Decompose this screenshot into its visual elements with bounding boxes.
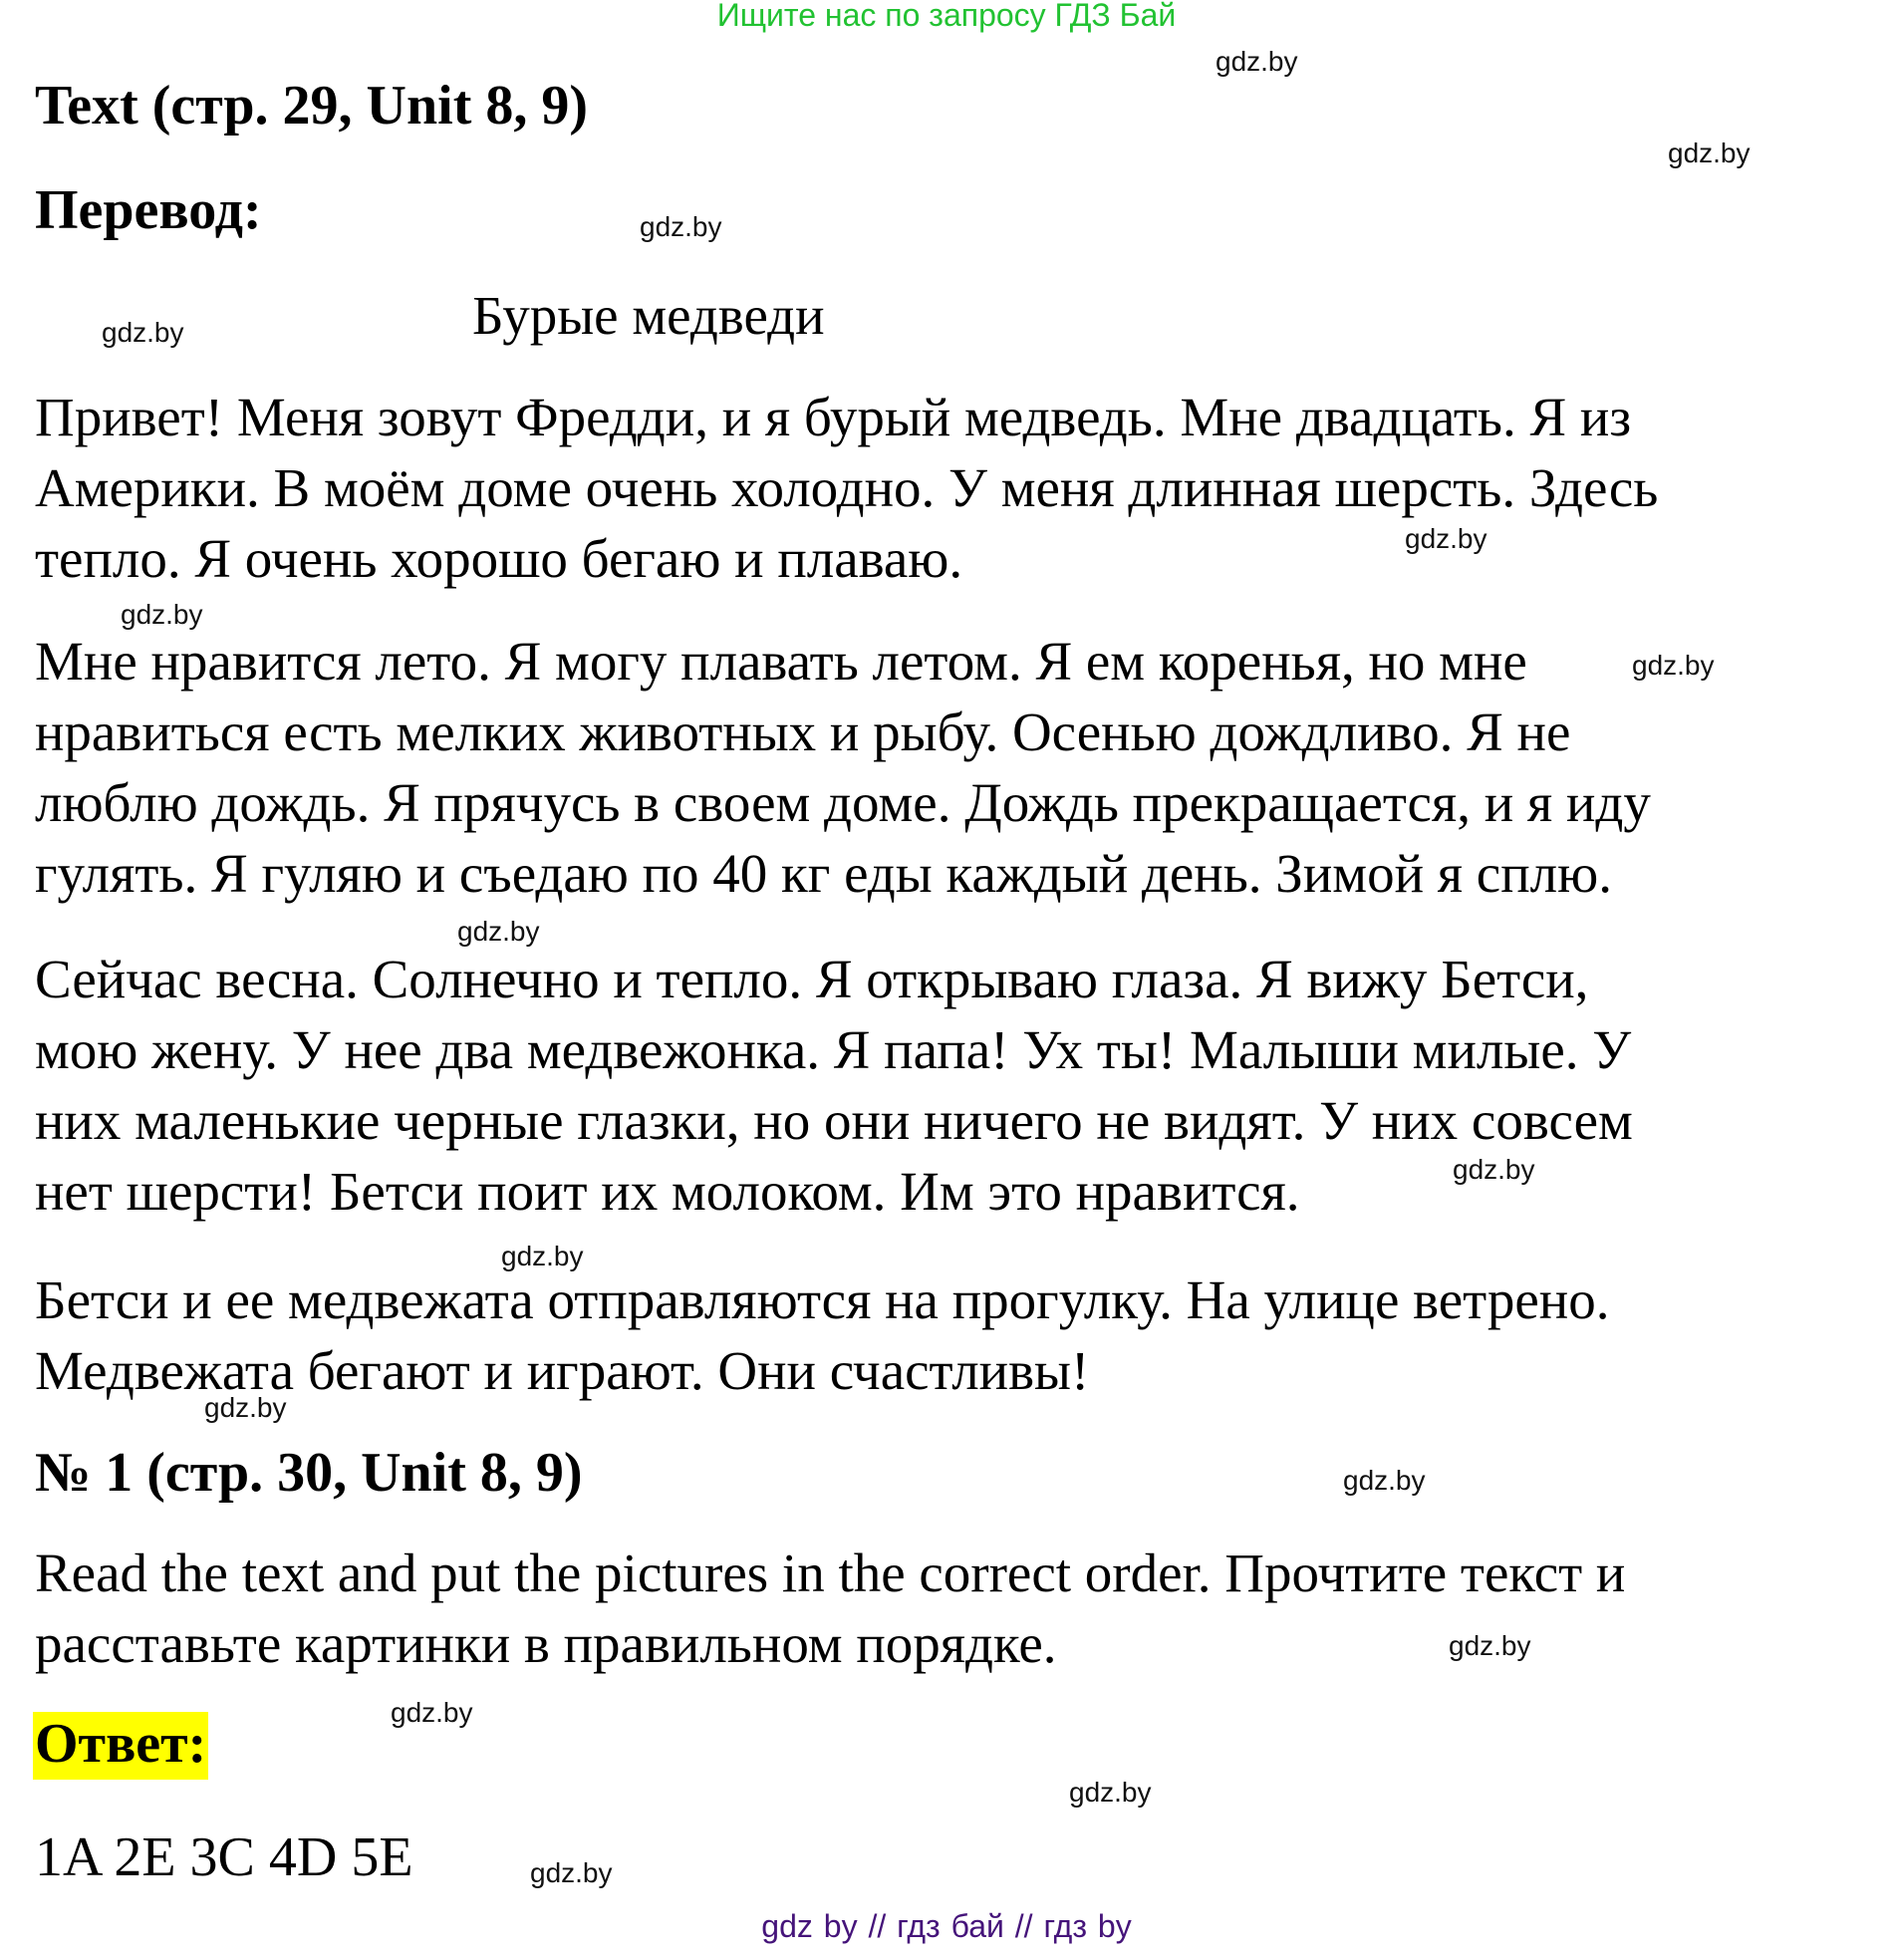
watermark: gdz.by xyxy=(1453,1154,1535,1185)
translation-label: Перевод: xyxy=(35,179,262,241)
watermark: gdz.by xyxy=(1405,523,1487,554)
watermark: gdz.by xyxy=(102,317,184,348)
section-heading-text: Text (стр. 29, Unit 8, 9) xyxy=(35,75,588,137)
paragraph-4 xyxy=(35,1264,1609,1406)
paragraph-line: Бетси и ее медвежата отправляются на прогулку. На улице ветрено. xyxy=(35,1269,1610,1330)
watermark: gdz.by xyxy=(530,1857,613,1888)
paragraph-line: Привет! Меня зовут Фредди, и я бурый медведь. Мне двадцать. Я из xyxy=(35,387,1632,447)
task-instruction xyxy=(35,1538,1625,1679)
watermark: gdz.by xyxy=(1069,1777,1152,1808)
watermark: gdz.by xyxy=(1668,138,1751,168)
paragraph-line: нет шерсти! Бетси поит их молоком. Им это нравится. xyxy=(35,1161,1300,1222)
paragraph-line: Сейчас весна. Солнечно и тепло. Я открываю глаза. Я вижу Бетси, xyxy=(35,949,1589,1009)
answer-label: Ответ: xyxy=(33,1712,208,1780)
paragraph-line: гулять. Я гуляю и съедаю по 40 кг еды каждый день. Зимой я сплю. xyxy=(35,843,1612,904)
paragraph-line: мою жену. У нее два медвежонка. Я папа! Ух ты! Малыши милые. У xyxy=(35,1019,1632,1080)
paragraph-2 xyxy=(35,626,1651,909)
watermark: gdz.by xyxy=(1449,1630,1531,1661)
watermark: gdz.by xyxy=(204,1392,287,1423)
paragraph-line: Мне нравится лето. Я могу плавать летом. Я ем коренья, но мне xyxy=(35,631,1527,692)
paragraph-1 xyxy=(35,382,1658,594)
watermark: gdz.by xyxy=(640,211,722,242)
watermark: gdz.by xyxy=(1343,1465,1426,1496)
watermark: gdz.by xyxy=(501,1241,584,1271)
watermark: gdz.by xyxy=(121,599,203,630)
paragraph-line: них маленькие черные глазки, но они ничего не видят. У них совсем xyxy=(35,1090,1633,1151)
watermark: gdz.by xyxy=(391,1697,473,1728)
answer-value: 1A 2E 3C 4D 5E xyxy=(35,1826,413,1888)
watermark: gdz.by xyxy=(457,916,540,947)
task-line: Read the text and put the pictures in the correct order. Прочтите текст и xyxy=(35,1542,1626,1603)
section-heading-task: № 1 (стр. 30, Unit 8, 9) xyxy=(35,1442,583,1504)
watermark: gdz.by xyxy=(1216,46,1298,77)
task-line: расставьте картинки в правильном порядке. xyxy=(35,1613,1057,1674)
paragraph-line: люблю дождь. Я прячусь в своем доме. Дождь прекращается, и я иду xyxy=(35,772,1651,833)
watermark: gdz.by xyxy=(1632,650,1715,681)
search-banner[interactable]: Ищите нас по запросу ГДЗ Бай xyxy=(716,0,1177,33)
paragraph-line: Америки. В моём доме очень холодно. У меня длинная шерсть. Здесь xyxy=(35,457,1659,518)
paragraph-line: нравиться есть мелких животных и рыбу. Осенью дождливо. Я не xyxy=(35,701,1571,762)
story-title: Бурые медведи xyxy=(472,285,825,346)
footer-links[interactable]: gdz by // гдз бай // гдз by xyxy=(761,1908,1132,1944)
paragraph-line: Медвежата бегают и играют. Они счастливы! xyxy=(35,1340,1090,1401)
paragraph-3 xyxy=(35,944,1633,1227)
paragraph-line: тепло. Я очень хорошо бегаю и плаваю. xyxy=(35,528,963,589)
